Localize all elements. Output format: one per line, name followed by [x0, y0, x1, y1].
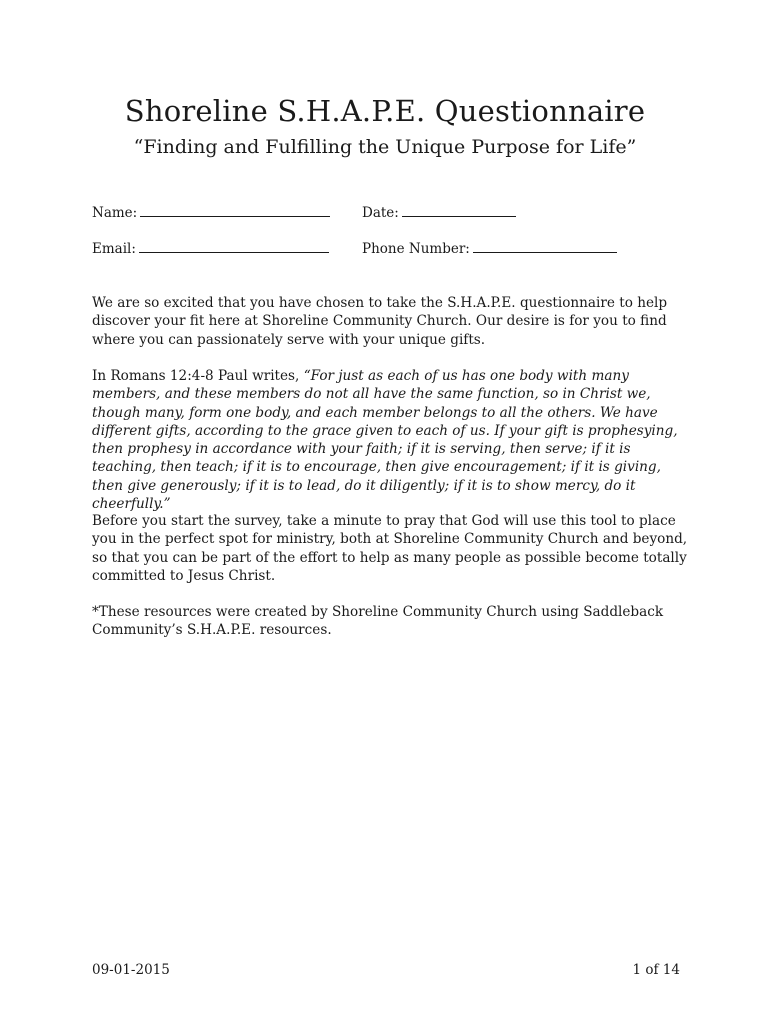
document-subtitle: “Finding and Fulfilling the Unique Purpose for Life” [133, 136, 637, 158]
prayer-paragraph: Before you start the survey, take a minute to pray that God will use this tool to place you in the perfect spot for ministry, both at Shoreline Community Church and beyond, so that you can be part of the effort to help as many people as possible become totally committed to Jesus Christ. [92, 513, 688, 584]
email-field[interactable] [92, 240, 329, 257]
name-field[interactable] [92, 204, 330, 221]
romans-lead-text: In Romans 12:4-8 Paul writes, [92, 368, 304, 384]
document-title: Shoreline S.H.A.P.E. Questionnaire [124, 94, 646, 128]
footer-page-number: 1 of 14 [632, 962, 680, 978]
intro-paragraph: We are so excited that you have chosen to take the S.H.A.P.E. questionnaire to help discover your fit here at Shoreline Community Church. Our desire is for you to find where you can passionately serve with your unique gifts. [92, 295, 668, 348]
credits-paragraph: *These resources were created by Shoreline Community Church using Saddleback Community’s S.H.A.P.E. resources. [92, 604, 664, 639]
phone-blank-line[interactable] [473, 240, 617, 253]
footer-date: 09-01-2015 [92, 962, 170, 978]
name-blank-line[interactable] [140, 204, 330, 217]
email-label: Email: [92, 241, 136, 257]
romans-paragraph [92, 367, 692, 513]
date-field[interactable] [362, 204, 516, 221]
email-blank-line[interactable] [139, 240, 329, 253]
romans-quote-text: “For just as each of us has one body with many members, and these members do not all have the same function, so in Christ we, though many, form one body, and each member belongs to all the others. We have different gifts, according to the grace given to each of us. If your gift is prophesying, then prophesy in accordance with your faith; if it is serving, then serve; if it is teaching, then teach; if it is to encourage, then give encouragement; if it is giving, then give generously; if it is to lead, do it diligently; if it is to show mercy, do it cheerfully.” [92, 368, 678, 513]
phone-label: Phone Number: [362, 241, 470, 257]
date-label: Date: [362, 205, 399, 221]
name-label: Name: [92, 205, 138, 221]
phone-field[interactable] [362, 240, 617, 257]
date-blank-line[interactable] [402, 204, 516, 217]
